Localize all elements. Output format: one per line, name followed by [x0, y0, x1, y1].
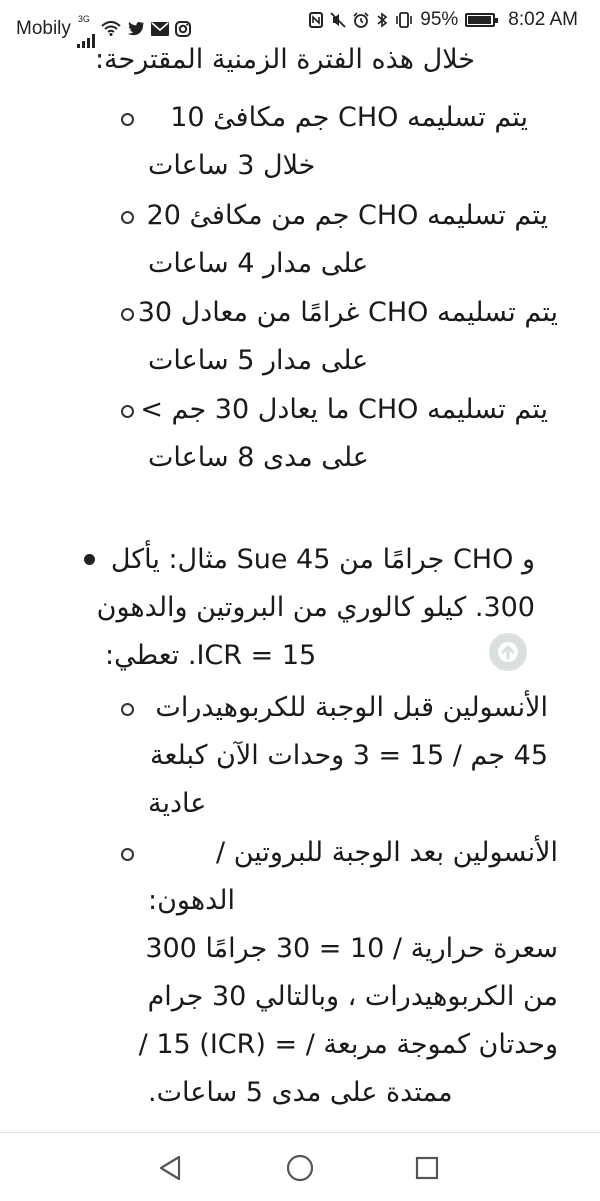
email-icon — [151, 22, 169, 36]
list-item-line: الدهون: — [148, 885, 236, 916]
mute-icon — [330, 12, 346, 28]
list-item-line: وحدتان كموجة مربعة / = (ICR) 15 / — [138, 1029, 558, 1060]
battery-percent: 95% — [420, 9, 459, 30]
bullet-hollow — [121, 308, 134, 321]
intro-line: خلال هذه الفترة الزمنية المقترحة: — [94, 44, 475, 75]
list-item-line: يتم تسليمه CHO جم مكافئ 10 — [170, 102, 528, 133]
list-item-line: عادية — [148, 788, 207, 819]
twitter-icon — [127, 21, 145, 36]
nfc-icon — [309, 12, 323, 28]
battery-icon — [465, 13, 495, 27]
list-item-line: خلال 3 ساعات — [148, 150, 316, 181]
list-item — [137, 289, 558, 385]
list-item-line: 45 جم / 15 = 3 وحدات الآن كبلعة — [150, 740, 548, 771]
list-item-line: الأنسولين بعد الوجبة للبروتين / — [216, 837, 558, 868]
recents-square-icon — [414, 1155, 440, 1181]
back-button[interactable] — [153, 1151, 187, 1185]
bullet-hollow — [121, 848, 134, 861]
carrier-name: Mobily — [16, 17, 71, 39]
bluetooth-icon — [376, 12, 388, 28]
home-button[interactable] — [283, 1151, 317, 1185]
intro-text — [15, 40, 475, 84]
wifi-icon — [101, 21, 121, 36]
bullet-hollow — [121, 211, 134, 224]
list-item-line: سعرة حرارية / 10 = 30 جرامًا 300 — [145, 933, 558, 964]
alarm-icon — [353, 12, 369, 28]
example-line: ICR = 15. تعطي: — [105, 640, 317, 671]
article-content[interactable] — [0, 40, 600, 1132]
vibrate-icon — [395, 12, 413, 28]
list-item-line: يتم تسليمه CHO غرامًا من معادل 30 — [137, 297, 558, 328]
example-line: و CHO جرامًا من 45 Sue مثال: يأكل — [110, 544, 535, 575]
list-item-line: ممتدة على مدى 5 ساعات. — [148, 1077, 453, 1108]
list-item — [148, 94, 528, 190]
network-type: 3G — [77, 14, 90, 24]
battery-fill — [468, 16, 491, 24]
list-item-line: الأنسولين قبل الوجبة للكربوهيدرات — [155, 692, 548, 723]
list-item — [148, 684, 548, 828]
list-item — [140, 386, 548, 482]
scroll-to-top-button[interactable] — [489, 633, 527, 671]
list-item-line: يتم تسليمه CHO جم من مكافئ 20 — [146, 200, 548, 231]
example-paragraph — [96, 536, 535, 680]
list-item-line: على مدار 5 ساعات — [148, 345, 369, 376]
list-item-line: على مدى 8 ساعات — [148, 442, 369, 473]
home-circle-icon — [285, 1153, 315, 1183]
bullet-hollow — [121, 703, 134, 716]
navigation-bar — [0, 1132, 600, 1201]
arrow-up-icon — [497, 641, 519, 663]
status-bar — [0, 0, 600, 40]
bullet-hollow — [121, 405, 134, 418]
list-item-line: يتم تسليمه CHO ما يعادل 30 جم > — [140, 394, 548, 425]
list-item — [148, 192, 548, 288]
example-line: 300. كيلو كالوري من البروتين والدهون — [96, 592, 535, 623]
back-triangle-icon — [157, 1154, 183, 1182]
bullet-hollow — [121, 113, 134, 126]
instagram-icon — [175, 21, 191, 37]
list-item — [138, 829, 558, 1117]
clock: 8:02 AM — [508, 9, 578, 30]
recents-button[interactable] — [410, 1151, 444, 1185]
list-item-line: من الكربوهيدرات ، وبالتالي 30 جرام — [147, 981, 558, 1012]
list-item-line: على مدار 4 ساعات — [148, 248, 369, 279]
bullet-solid — [84, 554, 95, 565]
